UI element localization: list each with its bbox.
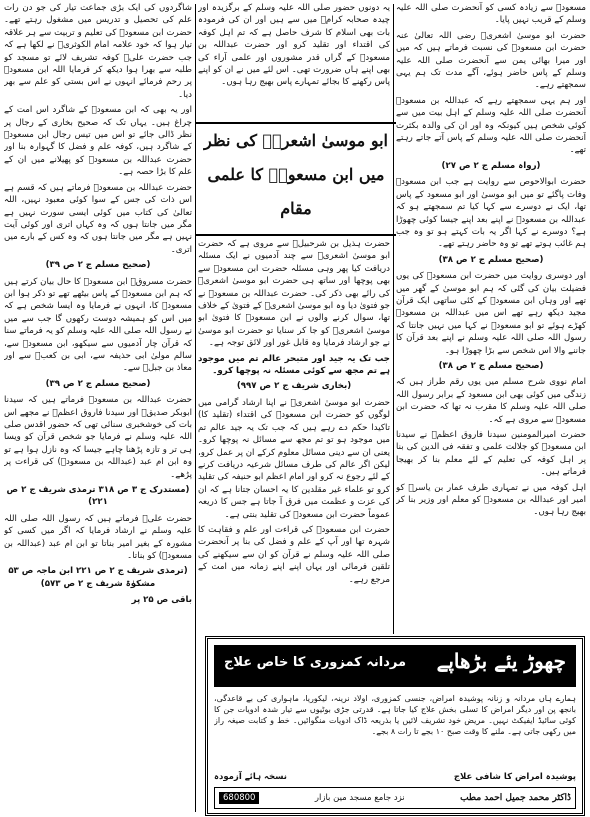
paragraph: حضرت ابو موسیٰ اشعریؓ نے اپنا ارشاد گرامی میں لوگوں کو حضرت ابن مسعودؓ کی اقتداء (تقلید کا) تاکیدا حکم دے رہے ہیں کہ جب تک یہ جید عالم تم میں موجود ہو تو تم مجھ سے مسائل نہ پوچھا کرو۔ یعنی ان سے دینی مسائل معلوم کرکے ان پر عمل کرو، لیکن اگر عالم کی طرف مسائل شرعیہ دریافت کرنے کے لئے رجوع نہ کرو اور امام اعظم ابو حنیفہ کی تقلید کرو تو علماء غیر مقلدین کا یہ احسان جتانا ہے کہ ان کی عزت و عظمت میں فرق آ جاتا ہے جس کا ذریعہ عموماً حضرت ابن مسعودؓ کی تقلید بنتی ہے۔ bbox=[198, 397, 390, 520]
paragraph: مسعودؓ سے زیادہ کسی کو آنحضرت صلی اللہ علیہ وسلم کے قریب نہیں پایا۔ bbox=[396, 3, 586, 26]
paragraph: حضرت مسروقؒ ابن مسعودؓ کا حال بیان کرتے ہیں کہ ہم ابن مسعودؓ کے پاس بیٹھے تھے تو ذکر ہوا ابن مسعودؓ کا، انہوں نے فرمایا وہ ایسا شخص ہے کہ میں اس کو ہمیشہ دوست رکھوں گا جب سے میں نے رسول اللہ صلی اللہ علیہ وسلم کو یہ فرماتے سنا کہ قرآن چار آدمیوں سے سیکھو، ابن مسعودؓ سے، سالم مولیٰ ابی حذیفہ سے، ابی بن کعبؓ سے اور معاذ بن جبلؓ سے۔ bbox=[4, 276, 192, 374]
ad-header bbox=[214, 645, 576, 687]
paragraph: حضرت امیرالمومنین سیدنا فاروق اعظمؓ نے سیدنا ابن مسعودؓ کو جلالت علمی و تفقہ فی الدین کی بنا پر اہل کوفہ کی تعلیم کے لئے معلم بنا کر بھیجا فرماتے ہیں۔ bbox=[396, 430, 586, 478]
paragraph: اور دوسری روایت میں حضرت ابن مسعودؓ کی یوں فضیلت بیان کی گئی کہ ہم ابو موسیٰ کے گھر میں تھے اور وہاں ابن مسعودؓ کے کئی ساتھی ایک قرآن مجید دیکھ رہے تھے اس میں عبداللہ بن مسعودؓ کھڑے ہوئے تو ابو مسعودؓ نے کہا میں نہیں جانتا کہ رسول اللہ صلی اللہ علیہ وسلم نے اپنے بعد قرآن کا جاننے والا اس شخص سے بڑا چھوڑا ہو۔ bbox=[396, 271, 586, 356]
column-middle-top bbox=[198, 2, 390, 118]
citation: (مستدرک ج ۳ ص ۳۱۸ ترمذی شریف ج ۲ ص ۲۲۱) bbox=[6, 485, 190, 508]
ad-address: نزد جامع مسجد مین بازار bbox=[314, 793, 405, 803]
paragraph: حضرت ابو موسیٰ اشعریؓ رضی اللہ تعالیٰ عنہ حضرت ابن مسعودؓ کی نسبت فرماتے ہیں کہ میں اور میرا بھائی یمن سے آنحضرت صلی اللہ علیہ وسلم کے پاس حاضر ہوئے، آگے مدت تک ہم یہی سمجھتے رہے۔ bbox=[396, 30, 586, 91]
ad-tagline: مردانہ کمزوری کا خاص علاج bbox=[224, 655, 407, 670]
paragraph: حضرت عبداللہ بن مسعودؓ فرماتے ہیں کہ سیدنا ابوبکر صدیقؓ اور سیدنا فاروق اعظمؓ نے مجھے اس بات کی خوشخبری سنائی تھی کہ حضور اقدس صلی اللہ علیہ وسلم نے فرمایا جو شخص قرآن کو ویسا ہی تر و تازہ پڑھنا چاہے جیسا کہ وہ نازل ہوا ہے تو وہ ابن ام عبد (عبداللہ بن مسعودؓ) کی قراءت پر پڑھے۔ bbox=[4, 395, 192, 480]
paragraph: یہ دونوں حضور صلی اللہ علیہ وسلم کے برگزیدہ اور چیدہ صحابہ کرامؓ میں سے ہیں اور ان کی فرمودہ بات بھی اسلام کا شرف حاصل ہے کہ تم اہل کوفہ کی اقتداء اور تقلید کرو اور حضرت عبداللہ بن مسعودؓ کے گراں قدر مشوروں اور علمی آراء کی بھی اپنے ہاں ضرورت تھی۔ اس لئے میں نے ان کو اپنے پاس رکھنے کا بجائے تمہارے پاس بھیج رہا ہوں۔ bbox=[198, 3, 390, 88]
ad-phone: 680800 bbox=[219, 792, 259, 804]
paragraph: اہل کوفہ میں نے تمہاری طرف عمار بن یاسرؓ کو امیر اور عبداللہ بن مسعودؓ کو معلم اور وزیر بنا کر بھیج رہا ہوں۔ bbox=[396, 482, 586, 518]
citation: (صحیح مسلم ج ۲ ص ۳۸) bbox=[438, 254, 544, 265]
column-left bbox=[4, 2, 192, 814]
ad-subhead-right: پوشیدہ امراض کا شافی علاج bbox=[453, 772, 576, 782]
paragraph: شاگردوں کی ایک بڑی جماعت تیار کی جو دن رات علم کی تحصیل و تدریس میں مشغول رہتے تھے۔ حضرت ابن مسعودؓ کی تعلیم و تربیت سے ہر علاقہ تیار ہوا کہ خود علامہ امام الکوثریؒ نے لکھا ہے کہ جب حضرت علیؓ کوفہ تشریف لائے تو مسجد کو طلبہ سے بھرا ہوا دیکھ کر فرمایا اللہ ابن مسعودؓ پر رحم فرمائے انہوں نے اس بستی کو علم سے بھر دیا۔ bbox=[4, 3, 192, 100]
advertisement bbox=[205, 636, 585, 816]
paragraph: حضرت ہذیل بن شرحبیلؓ سے مروی ہے کہ حضرت ابو موسیٰ اشعریؓ سے چند آدمیوں نے ایک مسئلہ دریافت کیا پھر وہی مسئلہ حضرت ابن مسعودؓ سے بھی پوچھا اور ساتھ ہی حضرت ابو موسیٰ اشعریؓ کی رائے بھی ذکر کی۔ حضرت عبداللہ بن مسعودؓ نے جو فتویٰ دیا وہ ابو موسیٰ اشعریؓ کے فتویٰ کے خلاف تھا، سوال کرنے والوں نے ابن مسعودؓ کا فتویٰ ابو موسیٰ اشعریؓ کو جا کر سنایا تو حضرت ابو موسیٰ نے جو ارشاد فرمایا وہ قابل غور اور لائق توجہ ہے۔ bbox=[198, 239, 390, 349]
citation: (رواہ مسلم ج ۲ ص ۲۷) bbox=[441, 160, 541, 171]
paragraph: حضرت ابن مسعودؓ کی قراءت اور علم و فقاہت کا شہرہ تھا اور آپ کے علم و فضل کی بنا پر آنحضرت صلی اللہ علیہ وسلم نے قرآن کو ان سے سیکھنے کی تلقین فرمائی اور یہاں اپنے اپنے زمانہ میں امت کے مرجع رہے۔ bbox=[198, 524, 390, 585]
column-middle bbox=[198, 238, 390, 634]
paragraph: حضرت عبداللہ بن مسعودؓ فرماتے ہیں کہ قسم ہے اس ذات کی جس کے سوا کوئی معبود نہیں، اللہ تعالیٰ کی کتاب میں کوئی ایسی سورت نہیں ہے مگر میں جانتا ہوں کہ وہ کہاں اتری اور کوئی آیت نہیں ہے مگر میں جانتا ہوں کہ وہ کس کے بارے میں اتری۔ bbox=[4, 182, 192, 255]
column-divider bbox=[393, 4, 394, 634]
citation: (صحیح مسلم ج ۲ ص ۳۹) bbox=[45, 378, 151, 389]
citation: (صحیح مسلم ج ۲ ص ۳۸) bbox=[438, 360, 544, 371]
citation: (ترمذی شریف ج ۲ ص ۲۲۱ ابن ماجہ ص ۵۳ مشکوٰۃ شریف ج ۲ ص ۵۷۳) bbox=[8, 566, 188, 589]
ad-subheads bbox=[214, 771, 576, 785]
citation: (بخاری شریف ج ۲ ص ۹۹۷) bbox=[236, 381, 352, 392]
citation: (صحیح مسلم ج ۲ ص ۳۹) bbox=[45, 260, 151, 271]
ad-body-text: ہمارے ہاں مردانہ و زنانہ پوشیدہ امراض، جنسی کمزوری، اولاد نرینہ، لیکوریا، ماہواری کی بے قاعدگی، بانجھ پن اور دیگر امراض کا تسلی بخش علاج کیا جاتا ہے۔ قدرتی جڑی بوٹیوں سے تیار شدہ ادویات جن کا کوئی سائیڈ ایفیکٹ نہیں۔ مریض خود تشریف لائیں یا بذریعہ ڈاک ادویات منگوائیں۔ خط و کتابت صیغہ راز میں رکھی جاتی ہے۔ ملنے کا وقت صبح ۱۰ بجے تا رات ۸ بجے۔ bbox=[214, 694, 576, 736]
ad-brand: چھوڑ یئے بڑھاپے bbox=[436, 649, 566, 673]
continued-note: باقی ص ۲۵ پر bbox=[131, 595, 192, 606]
ad-subhead-left: نسخہ ہائے آزمودہ bbox=[214, 772, 287, 782]
paragraph: اور ہم یہی سمجھتے رہے کہ عبداللہ بن مسعودؓ آنحضرت صلی اللہ علیہ وسلم کے اہل بیت میں سے کوئی شخص ہیں کیونکہ وہ اور ان کی والدہ بکثرت آنحضرت صلی اللہ علیہ وسلم کے پاس آتے جاتے رہتے تھے۔ bbox=[396, 95, 586, 156]
quote: جب تک یہ جید اور متبحر عالم تم میں موجود ہے تم مجھ سے کوئی مسئلہ نہ پوچھا کرو۔ bbox=[198, 353, 390, 377]
paragraph: اور یہ بھی کہ ابن مسعودؓ کے شاگرد اس امت کے چراغ ہیں۔ یہاں تک کہ صحیح بخاری کے رجال پر نظر ڈالی جائے تو اس میں تیس رجال ابن مسعودؓ کے شاگرد ہیں، کوفہ علم و فضل کا گہوارہ بنا اور حضرت عبداللہ بن مسعودؓ کو پھیلانے میں ان کے علم کا بڑا حصہ ہے۔ bbox=[4, 105, 192, 178]
article-headline: ابو موسیٰ اشعریؓ کی نظر میں ابن مسعودؓ کا علمی مقام bbox=[196, 122, 396, 236]
ad-footer bbox=[214, 787, 576, 809]
paragraph: امام نووی شرح مسلم میں یوں رقم طراز ہیں کہ زندگی میں کوئی بھی ابن مسعود کے برابر رسول اللہ صلی اللہ علیہ وسلم کا مقرب نہ تھا کہ حضرت ابن مسعودؓ سے مروی ہے کہ۔ bbox=[396, 377, 586, 425]
ad-clinic-name: ڈاکٹر محمد جمیل احمد مطب bbox=[460, 793, 571, 803]
column-right bbox=[396, 2, 586, 634]
paragraph: حضرت ابوالاحوص سے روایت ہے جب ابن مسعودؓ وفات پاگئے تو میں ابو موسیٰ اور ابو مسعود کے پاس تھا، ایک نے دوسرے سے کہا کیا تم سمجھتے ہو کہ عبداللہ بن مسعودؓ نے اپنے بعد اپنے جیسا کوئی چھوڑا ہے؟ دوسرے نے کہا اگر یہ بات کہتے ہو تو وہ جب ہم غائب ہوتے تھے تو وہ حاضر رہتے تھے۔ bbox=[396, 177, 586, 250]
paragraph: حضرت علیؓ فرماتے ہیں کہ رسول اللہ صلی اللہ علیہ وسلم نے ارشاد فرمایا کہ اگر میں کسی کو مشورہ کے بغیر امیر بناتا تو ابن ام عبد (عبداللہ بن مسعودؓ) کو بناتا۔ bbox=[4, 513, 192, 562]
column-divider bbox=[195, 4, 196, 812]
